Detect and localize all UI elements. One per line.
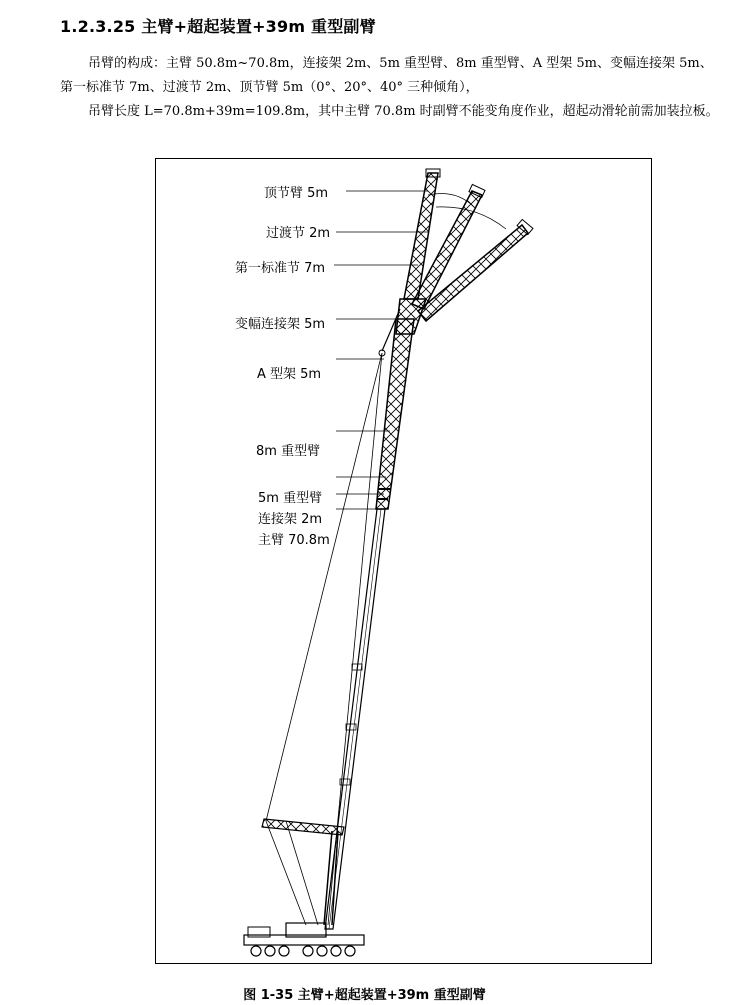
crane-carrier xyxy=(244,923,364,956)
crane-figure-frame xyxy=(155,158,652,964)
label-transition: 过渡节 2m xyxy=(266,226,331,241)
section-title: 1.2.3.25 主臂+超起装置+39m 重型副臂 xyxy=(60,17,376,36)
main-boom xyxy=(325,509,385,929)
label-heavy-8m: 8m 重型臂 xyxy=(256,444,321,459)
label-first-standard: 第一标准节 7m xyxy=(235,261,326,276)
label-a-frame: A 型架 5m xyxy=(257,367,322,382)
figure-caption: 图 1-35 主臂+超起装置+39m 重型副臂 xyxy=(243,988,486,1003)
composition-paragraph: 吊臂的构成：主臂 50.8m~70.8m，连接架 2m、5m 重型臂、8m 重型臂、A 型架 5m、变幅连接架 5m、第一标准节 7m、过渡节 2m、顶节臂 5m（0°、20°、40° 三种倾角）， xyxy=(60,56,713,95)
label-connector-2m: 连接架 2m xyxy=(258,512,323,527)
label-main-boom: 主臂 70.8m xyxy=(258,533,330,548)
label-top-section: 顶节臂 5m xyxy=(264,186,329,201)
label-heavy-5m: 5m 重型臂 xyxy=(258,491,323,506)
length-paragraph: 吊臂长度 L=70.8m+39m=109.8m，其中主臂 70.8m 时副臂不能变角度作业，超起动滑轮前需加装拉板。 xyxy=(88,104,719,119)
support-ropes xyxy=(266,353,382,925)
crane-drawing xyxy=(156,159,653,965)
heavy-jib-sections xyxy=(376,319,414,509)
label-luffing-connector: 变幅连接架 5m xyxy=(235,317,326,332)
